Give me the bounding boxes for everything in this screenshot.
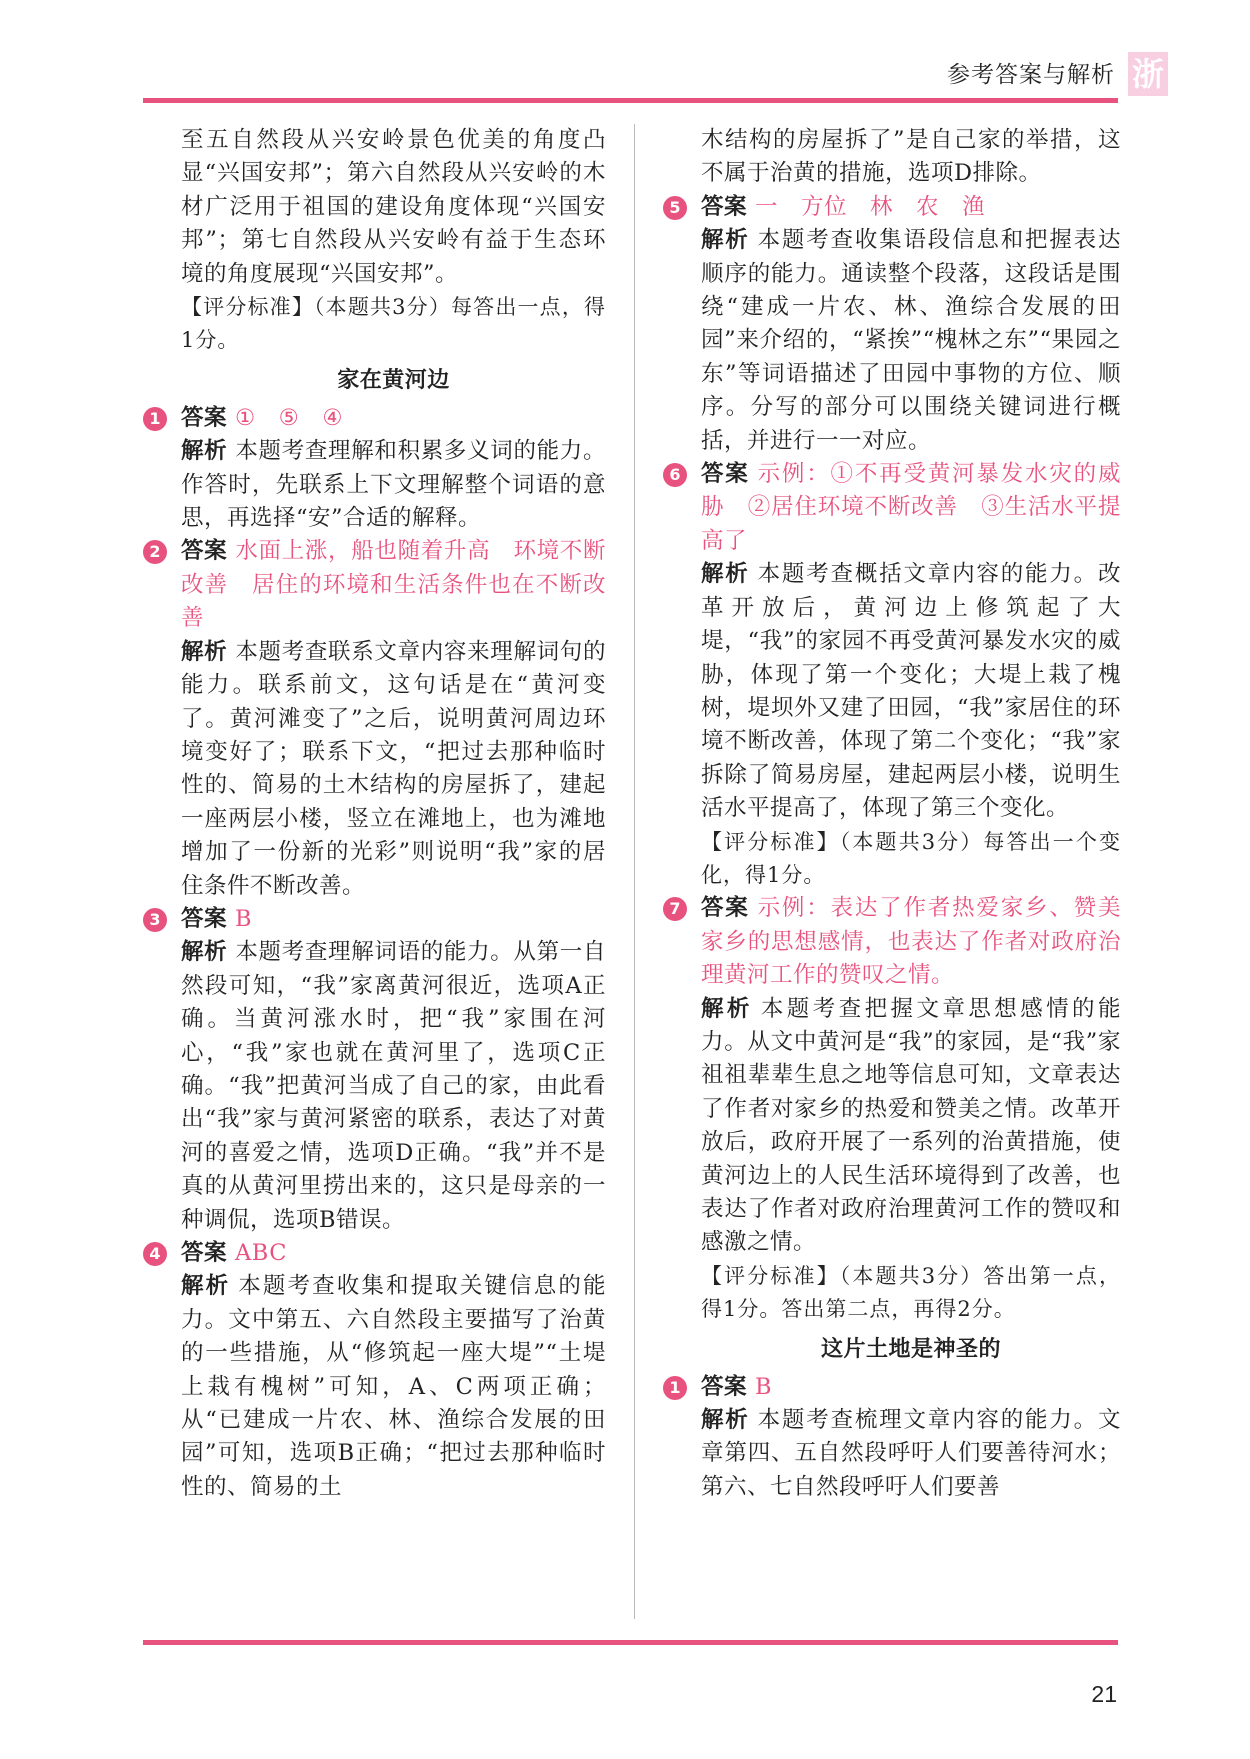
- section-title-home-by-yellow-river: 家在黄河边: [337, 367, 450, 393]
- answer-label: 答案: [181, 1240, 228, 1266]
- analysis-text: 本题考查收集和提取关键信息的能力。文中第五、六自然段主要描写了治黄的一些措施，从“修筑起一座大堤”“土堤上栽有槐树”可知，A、C两项正确；从“已建成一片农、林、渔综合发展的田园”可知，选项B正确；“把过去那种临时性的、简易的土: [181, 1273, 606, 1500]
- province-badge: 浙: [1128, 52, 1168, 96]
- question-block: [669, 458, 1121, 892]
- analysis-text: 本题考查理解和积累多义词的能力。作答时，先联系上下文理解整个词语的意思，再选择“安”合适的解释。: [181, 438, 606, 532]
- answer-text: 水面上涨，船也随着升高 环境不断改善 居住的环境和生活条件也在不断改善: [181, 538, 606, 632]
- analysis-text: 本题考查梳理文章内容的能力。文章第四、五自然段呼吁人们要善待河水；第六、七自然段呼吁人们要善: [701, 1407, 1121, 1500]
- answer-text: 示例：①不再受黄河暴发水灾的威胁 ②居住环境不断改善 ③生活水平提高了: [701, 461, 1121, 554]
- question-number: 5: [663, 196, 687, 220]
- answer-label: 答案: [701, 895, 750, 922]
- analysis-label: 解析: [181, 438, 228, 465]
- answer-label: 答案: [181, 905, 228, 932]
- score-criteria: 【评分标准】（本题共3分）每答出一个变化，得1分。: [701, 829, 1121, 887]
- answer-label: 答案: [701, 193, 748, 220]
- analysis-text: 本题考查理解词语的能力。从第一自然段可知，“我”家离黄河很近，选项A正确。当黄河涨水时，把“我”家围在河心，“我”家也就在黄河里了，选项C正确。“我”把黄河当成了自己的家，由此看出“我”家与黄河紧密的联系，表达了对黄河的喜爱之情，选项D正确。“我”并不是真的从黄河里捞出来的，这只是母亲的一种调侃，选项B错误。: [181, 939, 606, 1233]
- answer-text: B: [755, 1373, 773, 1400]
- continuation-paragraph: 木结构的房屋拆了”是自己家的举措，这不属于治黄的措施，选项D排除。: [701, 127, 1121, 187]
- page-number: 21: [1091, 1681, 1117, 1707]
- section-title-sacred-land: 这片土地是神圣的: [820, 1336, 1001, 1362]
- question-number: 7: [663, 897, 687, 921]
- score-criteria: 【评分标准】（本题共3分）答出第一点，得1分。答出第二点，再得2分。: [701, 1263, 1121, 1322]
- question-number: 1: [663, 1376, 687, 1400]
- question-number: 3: [143, 908, 167, 932]
- analysis-label: 解析: [701, 1407, 750, 1434]
- answer-text: ABC: [235, 1240, 287, 1266]
- analysis-text: 本题考查概括文章内容的能力。改革开放后，黄河边上修筑起了大堤，“我”的家园不再受黄河暴发水灾的威胁，体现了第一个变化；大堤上栽了槐树，堤坝外又建了田园，“我”家居住的环境不断改善，体现了第二个变化；“我”家拆除了简易房屋，建起两层小楼，说明生活水平提高了，体现了第三个变化。: [701, 561, 1121, 822]
- column-divider: [634, 124, 635, 1619]
- answer-text: ① ⑤ ④: [235, 404, 344, 431]
- answer-text: B: [235, 905, 253, 932]
- answer-label: 答案: [181, 404, 228, 431]
- question-block: [149, 1237, 606, 1504]
- intro-score: 【评分标准】（本题共3分）每答出一点，得1分。: [181, 295, 606, 353]
- answer-label: 答案: [701, 461, 750, 488]
- header-rule: [143, 98, 1118, 103]
- answer-text: 一 方位 林 农 渔: [755, 193, 986, 220]
- question-number: 6: [663, 463, 687, 487]
- page-header: [0, 0, 1250, 110]
- question-block: [149, 903, 606, 1237]
- answer-label: 答案: [701, 1373, 748, 1400]
- analysis-text: 本题考查把握文章思想感情的能力。从文中黄河是“我”的家园，是“我”家祖祖辈辈生息之地等信息可知，文章表达了作者对家乡的热爱和赞美之情。改革开放后，政府开展了一系列的治黄措施，使黄河边上的人民生活环境得到了改善，也表达了作者对政府治理黄河工作的赞叹和感激之情。: [701, 995, 1121, 1256]
- right-column: [669, 124, 1121, 1504]
- intro-paragraph: 至五自然段从兴安岭景色优美的角度凸显“兴国安邦”；第六自然段从兴安岭的木材广泛用于祖国的建设角度体现“兴国安邦”；第七自然段从兴安岭有益于生态环境的角度展现“兴国安邦”。: [181, 127, 606, 287]
- header-title: 参考答案与解析: [947, 62, 1115, 88]
- analysis-label: 解析: [701, 227, 750, 254]
- question-number: 1: [143, 407, 167, 431]
- analysis-label: 解析: [181, 1273, 231, 1300]
- left-column: [149, 124, 606, 1504]
- question-block: [669, 892, 1121, 1326]
- question-block: [149, 535, 606, 902]
- analysis-text: 本题考查联系文章内容来理解词句的能力。联系前文，这句话是在“黄河变了。黄河滩变了”之后，说明黄河周边环境变好了；联系下文，“把过去那种临时性的、简易的土木结构的房屋拆了，建起一座两层小楼，竖立在滩地上，也为滩地增加了一份新的光彩”则说明“我”家的居住条件不断改善。: [181, 638, 606, 899]
- question-number: 2: [143, 540, 167, 564]
- answer-label: 答案: [181, 538, 228, 565]
- analysis-label: 解析: [701, 561, 750, 588]
- question-block: [149, 402, 606, 536]
- analysis-label: 解析: [181, 638, 228, 665]
- footer-rule: [143, 1640, 1118, 1645]
- analysis-label: 解析: [701, 995, 753, 1022]
- question-block: [669, 1371, 1121, 1505]
- question-number: 4: [143, 1242, 167, 1266]
- analysis-label: 解析: [181, 939, 228, 966]
- answer-text: 示例：表达了作者热爱家乡、赞美家乡的思想感情，也表达了作者对政府治理黄河工作的赞叹之情。: [701, 895, 1121, 989]
- analysis-text: 本题考查收集语段信息和把握表达顺序的能力。通读整个段落，这段话是围绕“建成一片农、林、渔综合发展的田园”来介绍的，“紧挨”“槐林之东”“果园之东”等词语描述了田园中事物的方位、顺序。分写的部分可以围绕关键词进行概括，并进行一一对应。: [701, 227, 1121, 454]
- question-block: [669, 191, 1121, 458]
